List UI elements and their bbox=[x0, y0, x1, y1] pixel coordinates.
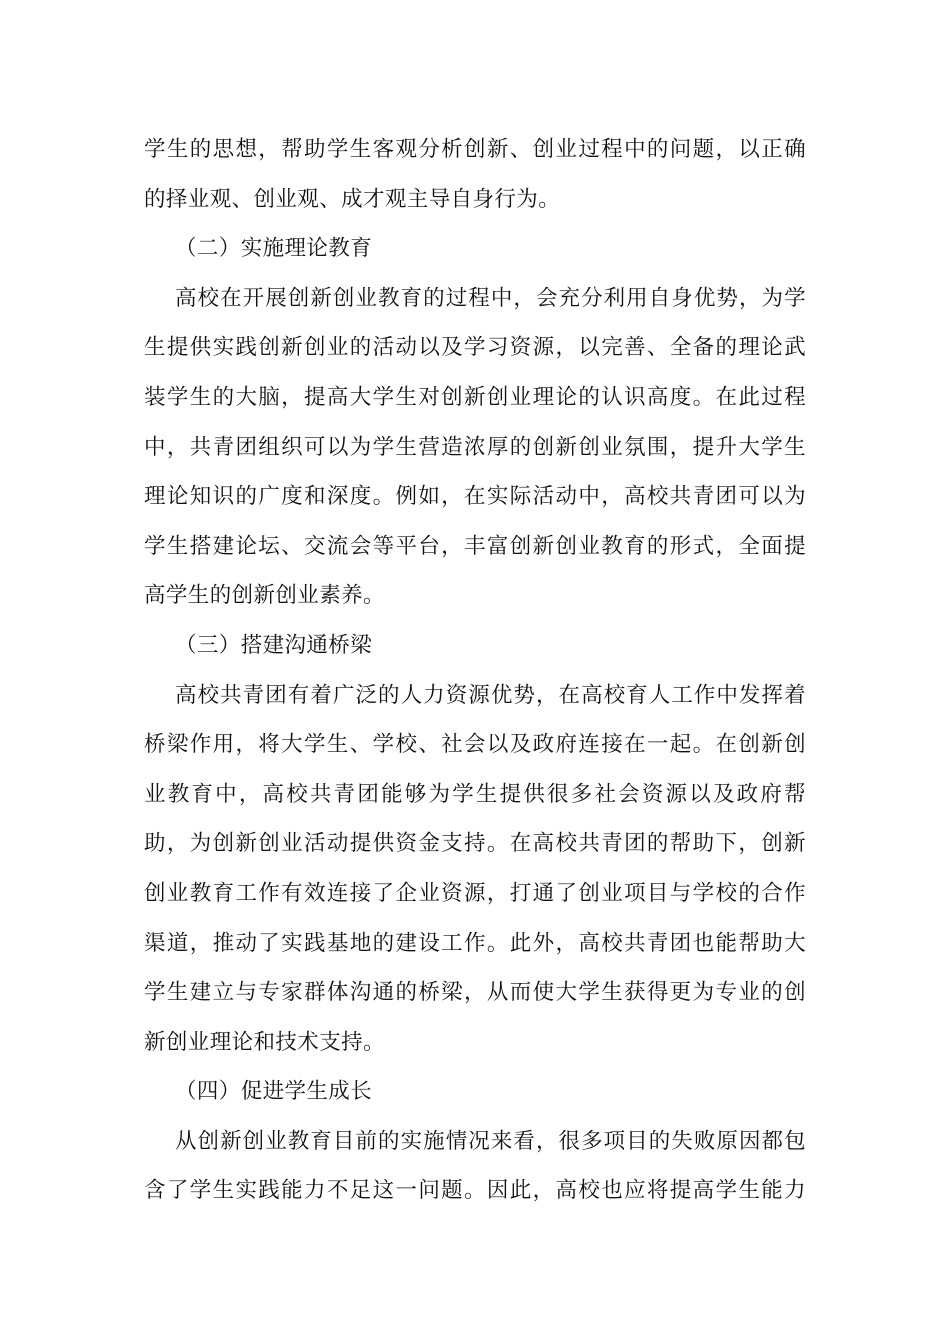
paragraph-line: 学生搭建论坛、交流会等平台，丰富创新创业教育的形式，全面提 bbox=[144, 533, 806, 559]
paragraph-line: 高校共青团有着广泛的人力资源优势，在高校育人工作中发挥着 bbox=[175, 682, 806, 708]
document-body bbox=[144, 125, 806, 1216]
paragraph-line: 桥梁作用，将大学生、学校、社会以及政府连接在一起。在创新创 bbox=[144, 732, 806, 758]
section-heading: （四）促进学生成长 bbox=[175, 1079, 373, 1105]
paragraph-line: 含了学生实践能力不足这一问题。因此，高校也应将提高学生能力 bbox=[144, 1178, 806, 1204]
paragraph-line: 从创新创业教育目前的实施情况来看，很多项目的失败原因都包 bbox=[175, 1128, 806, 1154]
paragraph-line: 新创业理论和技术支持。 bbox=[144, 1029, 385, 1055]
paragraph-line: 的择业观、创业观、成才观主导自身行为。 bbox=[144, 186, 561, 212]
paragraph-line: 理论知识的广度和深度。例如，在实际活动中，高校共青团可以为 bbox=[144, 484, 806, 510]
section-heading: （三）搭建沟通桥梁 bbox=[175, 632, 373, 658]
paragraph-line: 创业教育工作有效连接了企业资源，打通了创业项目与学校的合作 bbox=[144, 880, 806, 906]
paragraph-line: 学生的思想，帮助学生客观分析创新、创业过程中的问题，以正确 bbox=[144, 137, 806, 162]
paragraph-line: 学生建立与专家群体沟通的桥梁，从而使大学生获得更为专业的创 bbox=[144, 980, 806, 1006]
paragraph-line: 中，共青团组织可以为学生营造浓厚的创新创业氛围，提升大学生 bbox=[144, 434, 806, 460]
paragraph-line: 渠道，推动了实践基地的建设工作。此外，高校共青团也能帮助大 bbox=[144, 930, 806, 956]
paragraph-line: 生提供实践创新创业的活动以及学习资源，以完善、全备的理论武 bbox=[144, 335, 806, 361]
paragraph-line: 高校在开展创新创业教育的过程中，会充分利用自身优势，为学 bbox=[175, 285, 806, 311]
paragraph-line: 高学生的创新创业素养。 bbox=[144, 583, 385, 609]
section-heading: （二）实施理论教育 bbox=[175, 236, 373, 262]
paragraph-line: 装学生的大脑，提高大学生对创新创业理论的认识高度。在此过程 bbox=[144, 384, 806, 410]
paragraph-line: 业教育中，高校共青团能够为学生提供很多社会资源以及政府帮 bbox=[144, 781, 806, 807]
paragraph-line: 助，为创新创业活动提供资金支持。在高校共青团的帮助下，创新 bbox=[144, 831, 806, 857]
